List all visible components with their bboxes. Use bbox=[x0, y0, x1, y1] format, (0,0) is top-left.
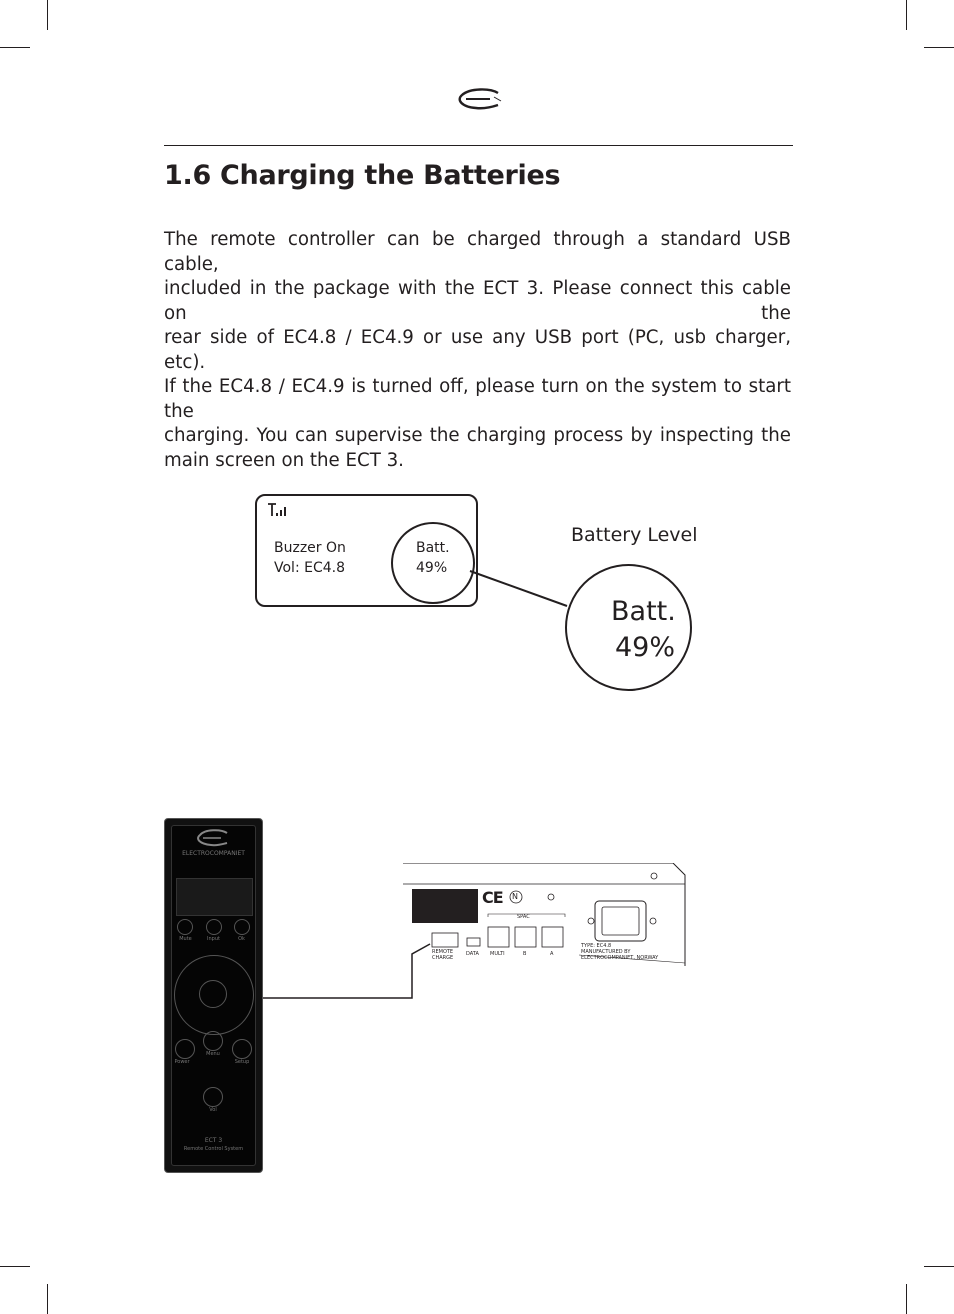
screen-batt-label: Batt. bbox=[416, 540, 450, 556]
body-line: The remote controller can be charged through a standard USB cable, bbox=[164, 229, 791, 275]
body-line: rear side of EC4.8 / EC4.9 or use any USB port (PC, usb charger, etc). bbox=[164, 327, 791, 373]
remote-display bbox=[176, 878, 253, 916]
remote-button-label: Vol bbox=[209, 1107, 217, 1113]
type-line-2: MANUFACTURED BY bbox=[581, 949, 631, 955]
remote-button-label: Mute bbox=[179, 936, 192, 942]
screen-batt-value: 49% bbox=[416, 560, 448, 576]
port-label-data: DATA bbox=[466, 951, 479, 957]
remote-model: ECT 3 bbox=[204, 1137, 223, 1144]
remote-center-button bbox=[199, 980, 227, 1008]
body-line: charging. You can supervise the charging process by inspecting the bbox=[164, 425, 791, 446]
remote-power-button bbox=[175, 1039, 195, 1059]
type-line-3: ELECTROCOMPANIET, NORWAY bbox=[581, 955, 659, 961]
battery-level-label: Battery Level bbox=[571, 524, 698, 546]
body-line: If the EC4.8 / EC4.9 is turned off, please turn on the system to start the bbox=[164, 376, 791, 422]
remote-ok-button bbox=[234, 919, 250, 935]
screen-line-buzzer: Buzzer On bbox=[274, 540, 346, 556]
type-line-1: TYPE: EC4.8 bbox=[581, 943, 612, 949]
callout-batt-value: 49% bbox=[615, 632, 676, 663]
remote-vol-button bbox=[203, 1087, 223, 1107]
remote-button-label: Input bbox=[207, 936, 220, 942]
remote-caption: Remote Control System bbox=[183, 1146, 244, 1152]
page-title: 1.6 Charging the Batteries bbox=[164, 160, 561, 191]
remote-mute-button bbox=[177, 919, 193, 935]
body-line: included in the package with the ECT 3. Please connect this cable on the bbox=[164, 278, 791, 324]
battery-callout-circle bbox=[565, 564, 692, 691]
callout-batt-label: Batt. bbox=[611, 596, 676, 627]
port-label-multi: MULTI bbox=[490, 951, 505, 957]
remote-control-image bbox=[164, 818, 263, 1173]
screen-line-volume: Vol: EC4.8 bbox=[274, 560, 345, 576]
port-label-remote-charge: REMOTE CHARGE bbox=[432, 949, 454, 961]
remote-input-button bbox=[206, 919, 222, 935]
remote-menu-button bbox=[203, 1031, 223, 1051]
remote-button-label: Setup bbox=[234, 1059, 250, 1065]
port-label-b: B bbox=[523, 951, 527, 957]
remote-button-label: Power bbox=[174, 1059, 190, 1065]
remote-brand: ELECTROCOMPANIET bbox=[182, 850, 245, 857]
port-label-a: A bbox=[550, 951, 554, 957]
spdif-label: SPAC bbox=[517, 914, 530, 920]
remote-button-label: Menu bbox=[206, 1051, 220, 1057]
n-mark: N bbox=[512, 892, 518, 901]
remote-setup-button bbox=[232, 1039, 252, 1059]
remote-button-label: Ok bbox=[238, 936, 245, 942]
ce-mark: CE bbox=[482, 888, 503, 907]
remote-logo-icon bbox=[195, 829, 231, 847]
body-line: main screen on the ECT 3. bbox=[164, 449, 404, 471]
